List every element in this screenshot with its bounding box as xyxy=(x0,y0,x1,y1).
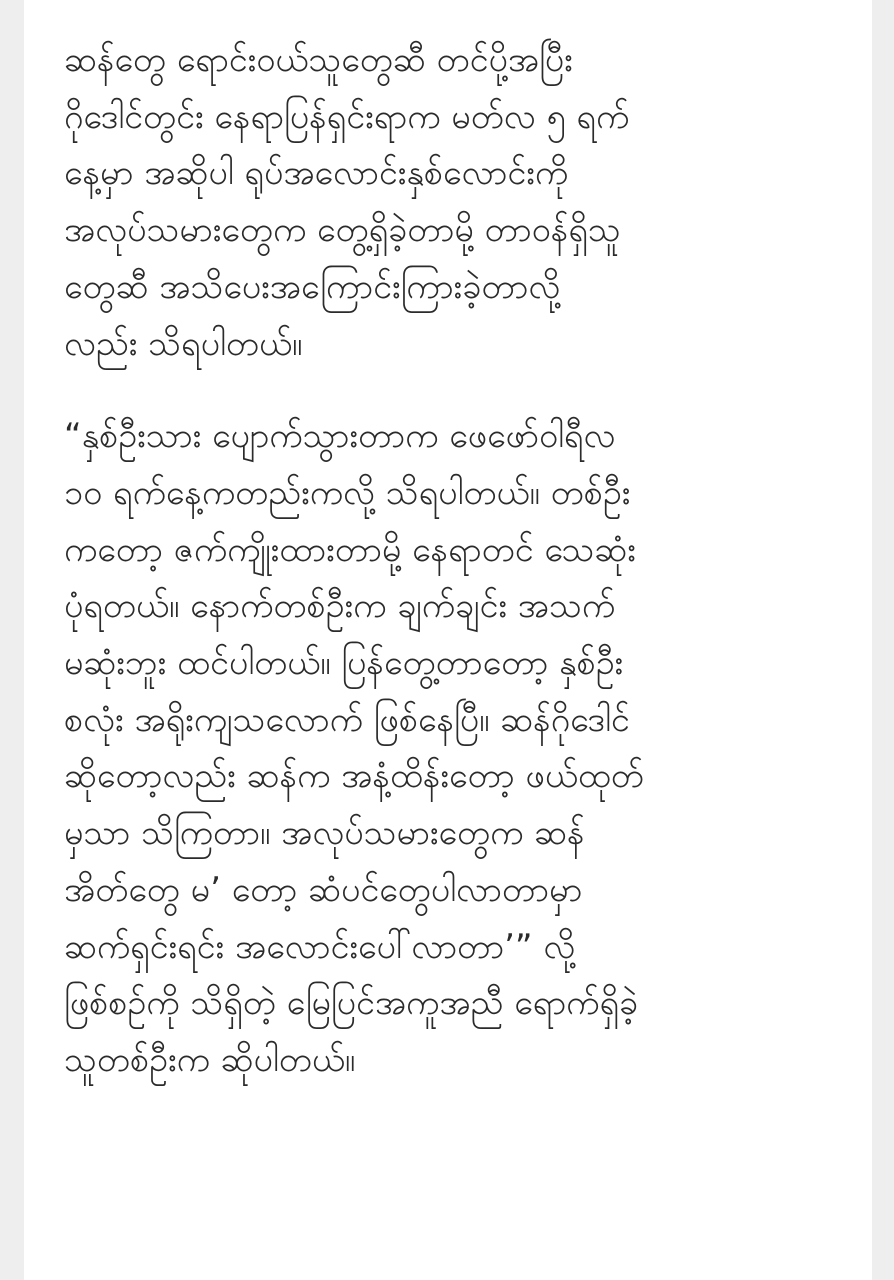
text-line: ပုံရတယ်။ နောက်တစ်ဦးက ချက်ချင်း အသက် xyxy=(64,586,616,627)
text-line: ဆက်ရှင်းရင်း အလောင်းပေါ်လာတာ’” လို့ xyxy=(64,926,576,967)
text-line: ဆိုတော့လည်း ဆန်က အနံ့ထိန်းတော့ ဖယ်ထုတ် xyxy=(64,756,644,797)
text-line: လည်း သိရပါတယ်။ xyxy=(64,323,303,364)
text-line: ဖြစ်စဉ်ကို သိရှိတဲ့ မြေပြင်အကူအညီ ရောက်ရှိခဲ့ xyxy=(64,983,639,1024)
text-line: ကတော့ ဇက်ကျိုးထားတာမို့ နေရာတင် သေဆုံး xyxy=(64,529,636,570)
text-line: မှသာ သိကြတာ။ အလုပ်သမားတွေက ဆန် xyxy=(64,813,585,854)
text-line: “နှစ်ဦးသား ပျောက်သွားတာက ဖေဖော်ဝါရီလ xyxy=(64,416,616,457)
paragraph-1 xyxy=(64,32,846,372)
paragraph-2 xyxy=(64,408,846,1088)
text-line: ဂိုဒေါင်တွင်း နေရာပြန်ရှင်းရာက မတ်လ ၅ ရက် xyxy=(64,96,630,137)
article-page xyxy=(24,0,872,1280)
text-line: မဆုံးဘူး ထင်ပါတယ်။ ပြန်တွေ့တာတော့ နှစ်ဦး xyxy=(64,643,624,684)
text-line: အိတ်တွေ မ’ တော့ ဆံပင်တွေပါလာတာမှာ xyxy=(64,869,583,910)
text-line: စလုံး အရိုးကျသလောက် ဖြစ်နေပြီ။ ဆန်ဂိုဒေါင် xyxy=(64,699,630,740)
text-line: တွေဆီ အသိပေးအကြောင်းကြားခဲ့တာလို့ xyxy=(64,266,561,307)
text-line: ၁၀ ရက်နေ့ကတည်းကလို့ သိရပါတယ်။ တစ်ဦး xyxy=(64,472,631,513)
text-line: နေ့မှာ အဆိုပါ ရုပ်အလောင်းနှစ်လောင်းကို xyxy=(64,153,569,194)
text-line: အလုပ်သမားတွေက တွေ့ရှိခဲ့တာမို့ တာဝန်ရှိသူ xyxy=(64,210,621,251)
text-line: ဆန်တွေ ရောင်းဝယ်သူတွေဆီ တင်ပို့အပြီး xyxy=(64,40,573,80)
text-line: သူတစ်ဦးက ဆိုပါတယ်။ xyxy=(64,1039,356,1080)
